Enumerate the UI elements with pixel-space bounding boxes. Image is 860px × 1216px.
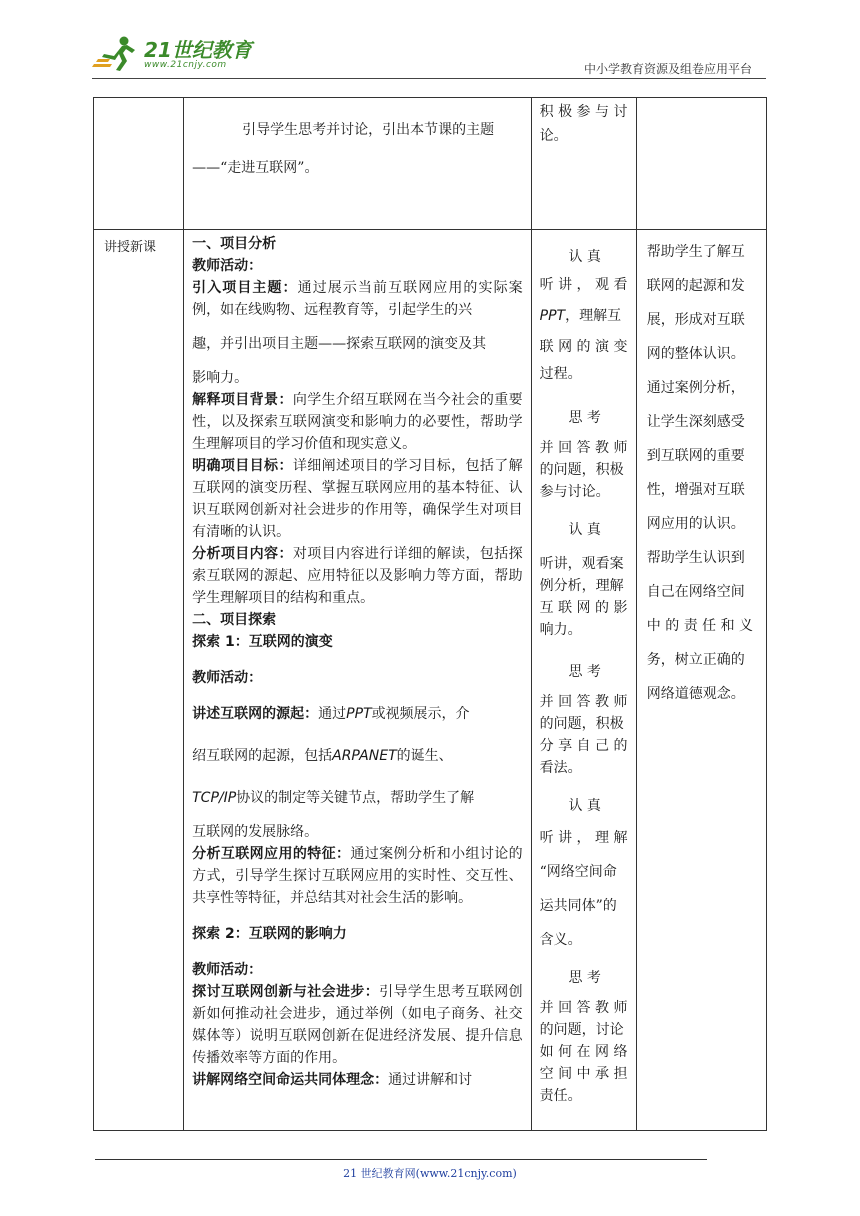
site-logo <box>92 30 272 78</box>
student-text: 并 回 答 教 师 <box>539 1000 628 1016</box>
paragraph-text: 通过展示当前互联网应用的实际案例，如在线购物、远程教育等，引起学生的兴 <box>192 280 523 318</box>
design-intent-cell <box>636 230 766 1131</box>
teacher-activity-label: 教师活动： <box>192 670 263 686</box>
paragraph-label: 分析项目内容： <box>192 546 293 562</box>
intent-line: 到互联网的重要 <box>646 448 745 464</box>
table-row <box>94 230 767 1131</box>
section-heading: 一、项目分析 <box>192 236 277 252</box>
paragraph-text: 引导学生思考互联网创新如何推动社会进步，通过举例（如电子商务、社交媒体等）说明互联网创新在促进经济发展、提升信息传播效率等方面的作用。 <box>192 984 523 1066</box>
student-text: 的问题，积极 <box>539 462 624 478</box>
paragraph-text: PPT <box>346 706 372 722</box>
paragraph-text: 对项目内容进行详细的解读，包括探索互联网的源起、应用特征以及影响力等方面，帮助学生理解项目的结构和重点。 <box>192 546 523 606</box>
student-activity-cell <box>531 98 636 230</box>
student-text: 运共同体”的 <box>539 898 617 914</box>
intro-line: 引导学生思考并讨论，引出本节课的主题 <box>242 122 495 138</box>
student-text-part: PPT <box>539 308 566 324</box>
student-text-part: ，理解互 <box>565 308 622 324</box>
intent-line: 网络道德观念。 <box>646 686 745 702</box>
paragraph <box>192 455 523 543</box>
exploration-heading: 探索 2：互联网的影响力 <box>192 926 347 942</box>
student-text: 责任。 <box>539 1088 582 1104</box>
student-text: 听讲，观看案 <box>539 556 624 572</box>
student-text: 响力。 <box>539 622 582 638</box>
student-text: 的问题，积极 <box>539 716 624 732</box>
intent-line: 展，形成对互联 <box>646 312 745 328</box>
intent-line: 通过案例分析， <box>646 380 745 396</box>
intent-line: 让学生深刻感受 <box>646 414 745 430</box>
paragraph <box>192 745 523 767</box>
intent-line: 网应用的认识。 <box>646 516 745 532</box>
student-step-head: 认 真 <box>568 522 601 538</box>
intent-line: 务，树立正确的 <box>646 652 745 668</box>
paragraph <box>192 389 523 455</box>
paragraph <box>192 543 523 609</box>
paragraph <box>192 787 523 809</box>
intent-line: 网的整体认识。 <box>646 346 745 362</box>
student-text: 互 联 网 的 影 <box>539 600 628 616</box>
paragraph <box>192 1069 523 1091</box>
student-text: 含义。 <box>539 932 582 948</box>
stage-cell <box>94 230 184 1131</box>
student-step-head: 认 真 <box>568 249 601 265</box>
lesson-table <box>93 97 767 1131</box>
section-heading: 二、项目探索 <box>192 612 277 628</box>
student-step-head: 思 考 <box>568 970 601 986</box>
student-text: 并 回 答 教 师 <box>539 440 628 456</box>
paragraph-label: 讲解网络空间命运共同体理念： <box>192 1072 389 1088</box>
paragraph <box>192 843 523 909</box>
intent-line: 中 的 责 任 和 义 <box>646 618 754 634</box>
student-text: 论。 <box>539 128 568 144</box>
header-divider <box>92 78 766 79</box>
footer-divider <box>95 1159 707 1160</box>
student-step-head: 认 真 <box>568 798 601 814</box>
paragraph-text: 的诞生、 <box>396 748 453 764</box>
exploration-heading: 探索 1：互联网的演变 <box>192 634 333 650</box>
student-text: 例分析，理解 <box>539 578 624 594</box>
student-text: 积 极 参 与 讨 <box>539 104 628 120</box>
intent-line: 联网的起源和发 <box>646 278 745 294</box>
teacher-activity-cell <box>184 230 532 1131</box>
footer-text[interactable]: 21 世纪教育网(www.21cnjy.com) <box>343 1167 517 1180</box>
intent-line: 自己在网络空间 <box>646 584 745 600</box>
student-text: 空 间 中 承 担 <box>539 1066 628 1082</box>
student-activity-cell <box>531 230 636 1131</box>
runner-logo-icon <box>92 34 142 74</box>
paragraph-text: TCP/IP <box>192 790 237 806</box>
logo-text: 21世纪教育 <box>144 38 252 62</box>
student-text: 的问题，讨论 <box>539 1022 624 1038</box>
paragraph-label: 明确项目目标： <box>192 458 293 474</box>
paragraph-text: 影响力。 <box>192 370 249 386</box>
paragraph <box>192 703 523 725</box>
paragraph-label: 引入项目主题： <box>192 280 298 296</box>
student-step-head: 思 考 <box>568 664 601 680</box>
stage-cell <box>94 98 184 230</box>
paragraph <box>192 277 523 321</box>
paragraph-text: 或视频展示，介 <box>371 706 470 722</box>
logo-url: www.21cnjy.com <box>144 60 227 70</box>
student-step-head: 思 考 <box>568 410 601 426</box>
table-row <box>94 98 767 230</box>
paragraph-text: 详细阐述项目的学习目标，包括了解互联网的演变历程、掌握互联网应用的基本特征、认识互联网创新对社会进步的作用等，确保学生对项目有清晰的认识。 <box>192 458 523 540</box>
paragraph <box>192 981 523 1069</box>
teacher-activity-label: 教师活动： <box>192 258 263 274</box>
paragraph-text: 通过案例分析和小组讨论的方式，引导学生探讨互联网应用的实时性、交互性、共享性等特征，并总结其对社会生活的影响。 <box>192 846 523 906</box>
student-text: 听 讲 ， 观 看 <box>539 277 628 293</box>
paragraph-text: 通过讲解和讨 <box>388 1072 473 1088</box>
paragraph-text: 趣，并引出项目主题——探索互联网的演变及其 <box>192 336 487 352</box>
intent-line: 帮助学生认识到 <box>646 550 745 566</box>
student-text: 联 网 的 演 变 <box>539 339 628 355</box>
student-text: 如 何 在 网 络 <box>539 1044 628 1060</box>
platform-title: 中小学教育资源及组卷应用平台 <box>583 62 752 76</box>
paragraph-text: 协议的制定等关键节点，帮助学生了解 <box>236 790 475 806</box>
intro-topic: ——“走进互联网”。 <box>192 160 319 176</box>
teacher-activity-cell <box>184 98 532 230</box>
page-header <box>92 30 766 80</box>
paragraph-text: ARPANET <box>332 748 397 764</box>
student-text: “网络空间命 <box>539 864 617 880</box>
paragraph-text: 通过 <box>318 706 347 722</box>
student-text: 听 讲 ， 理 解 <box>539 830 628 846</box>
paragraph-text: 向学生介绍互联网在当今社会的重要性，以及探索互联网演变和影响力的必要性，帮助学生理解项目的学习价值和现实意义。 <box>192 392 523 452</box>
design-intent-cell <box>636 98 766 230</box>
student-text: 参与讨论。 <box>539 484 610 500</box>
paragraph-text: 互联网的发展脉络。 <box>192 824 319 840</box>
intent-line: 性，增强对互联 <box>646 482 745 498</box>
teacher-activity-label: 教师活动： <box>192 962 263 978</box>
paragraph-text: 绍互联网的起源，包括 <box>192 748 333 764</box>
intent-line: 帮助学生了解互 <box>646 244 745 260</box>
paragraph-label: 探讨互联网创新与社会进步： <box>192 984 380 1000</box>
student-text: 过程。 <box>539 366 582 382</box>
student-text <box>540 301 630 332</box>
paragraph-label: 讲述互联网的源起： <box>192 706 319 722</box>
student-text: 并 回 答 教 师 <box>539 694 628 710</box>
student-text: 看法。 <box>539 760 582 776</box>
paragraph-label: 分析互联网应用的特征： <box>192 846 351 862</box>
stage-label: 讲授新课 <box>104 240 157 255</box>
student-text: 分 享 自 己 的 <box>539 738 628 754</box>
paragraph-label: 解释项目背景： <box>192 392 293 408</box>
